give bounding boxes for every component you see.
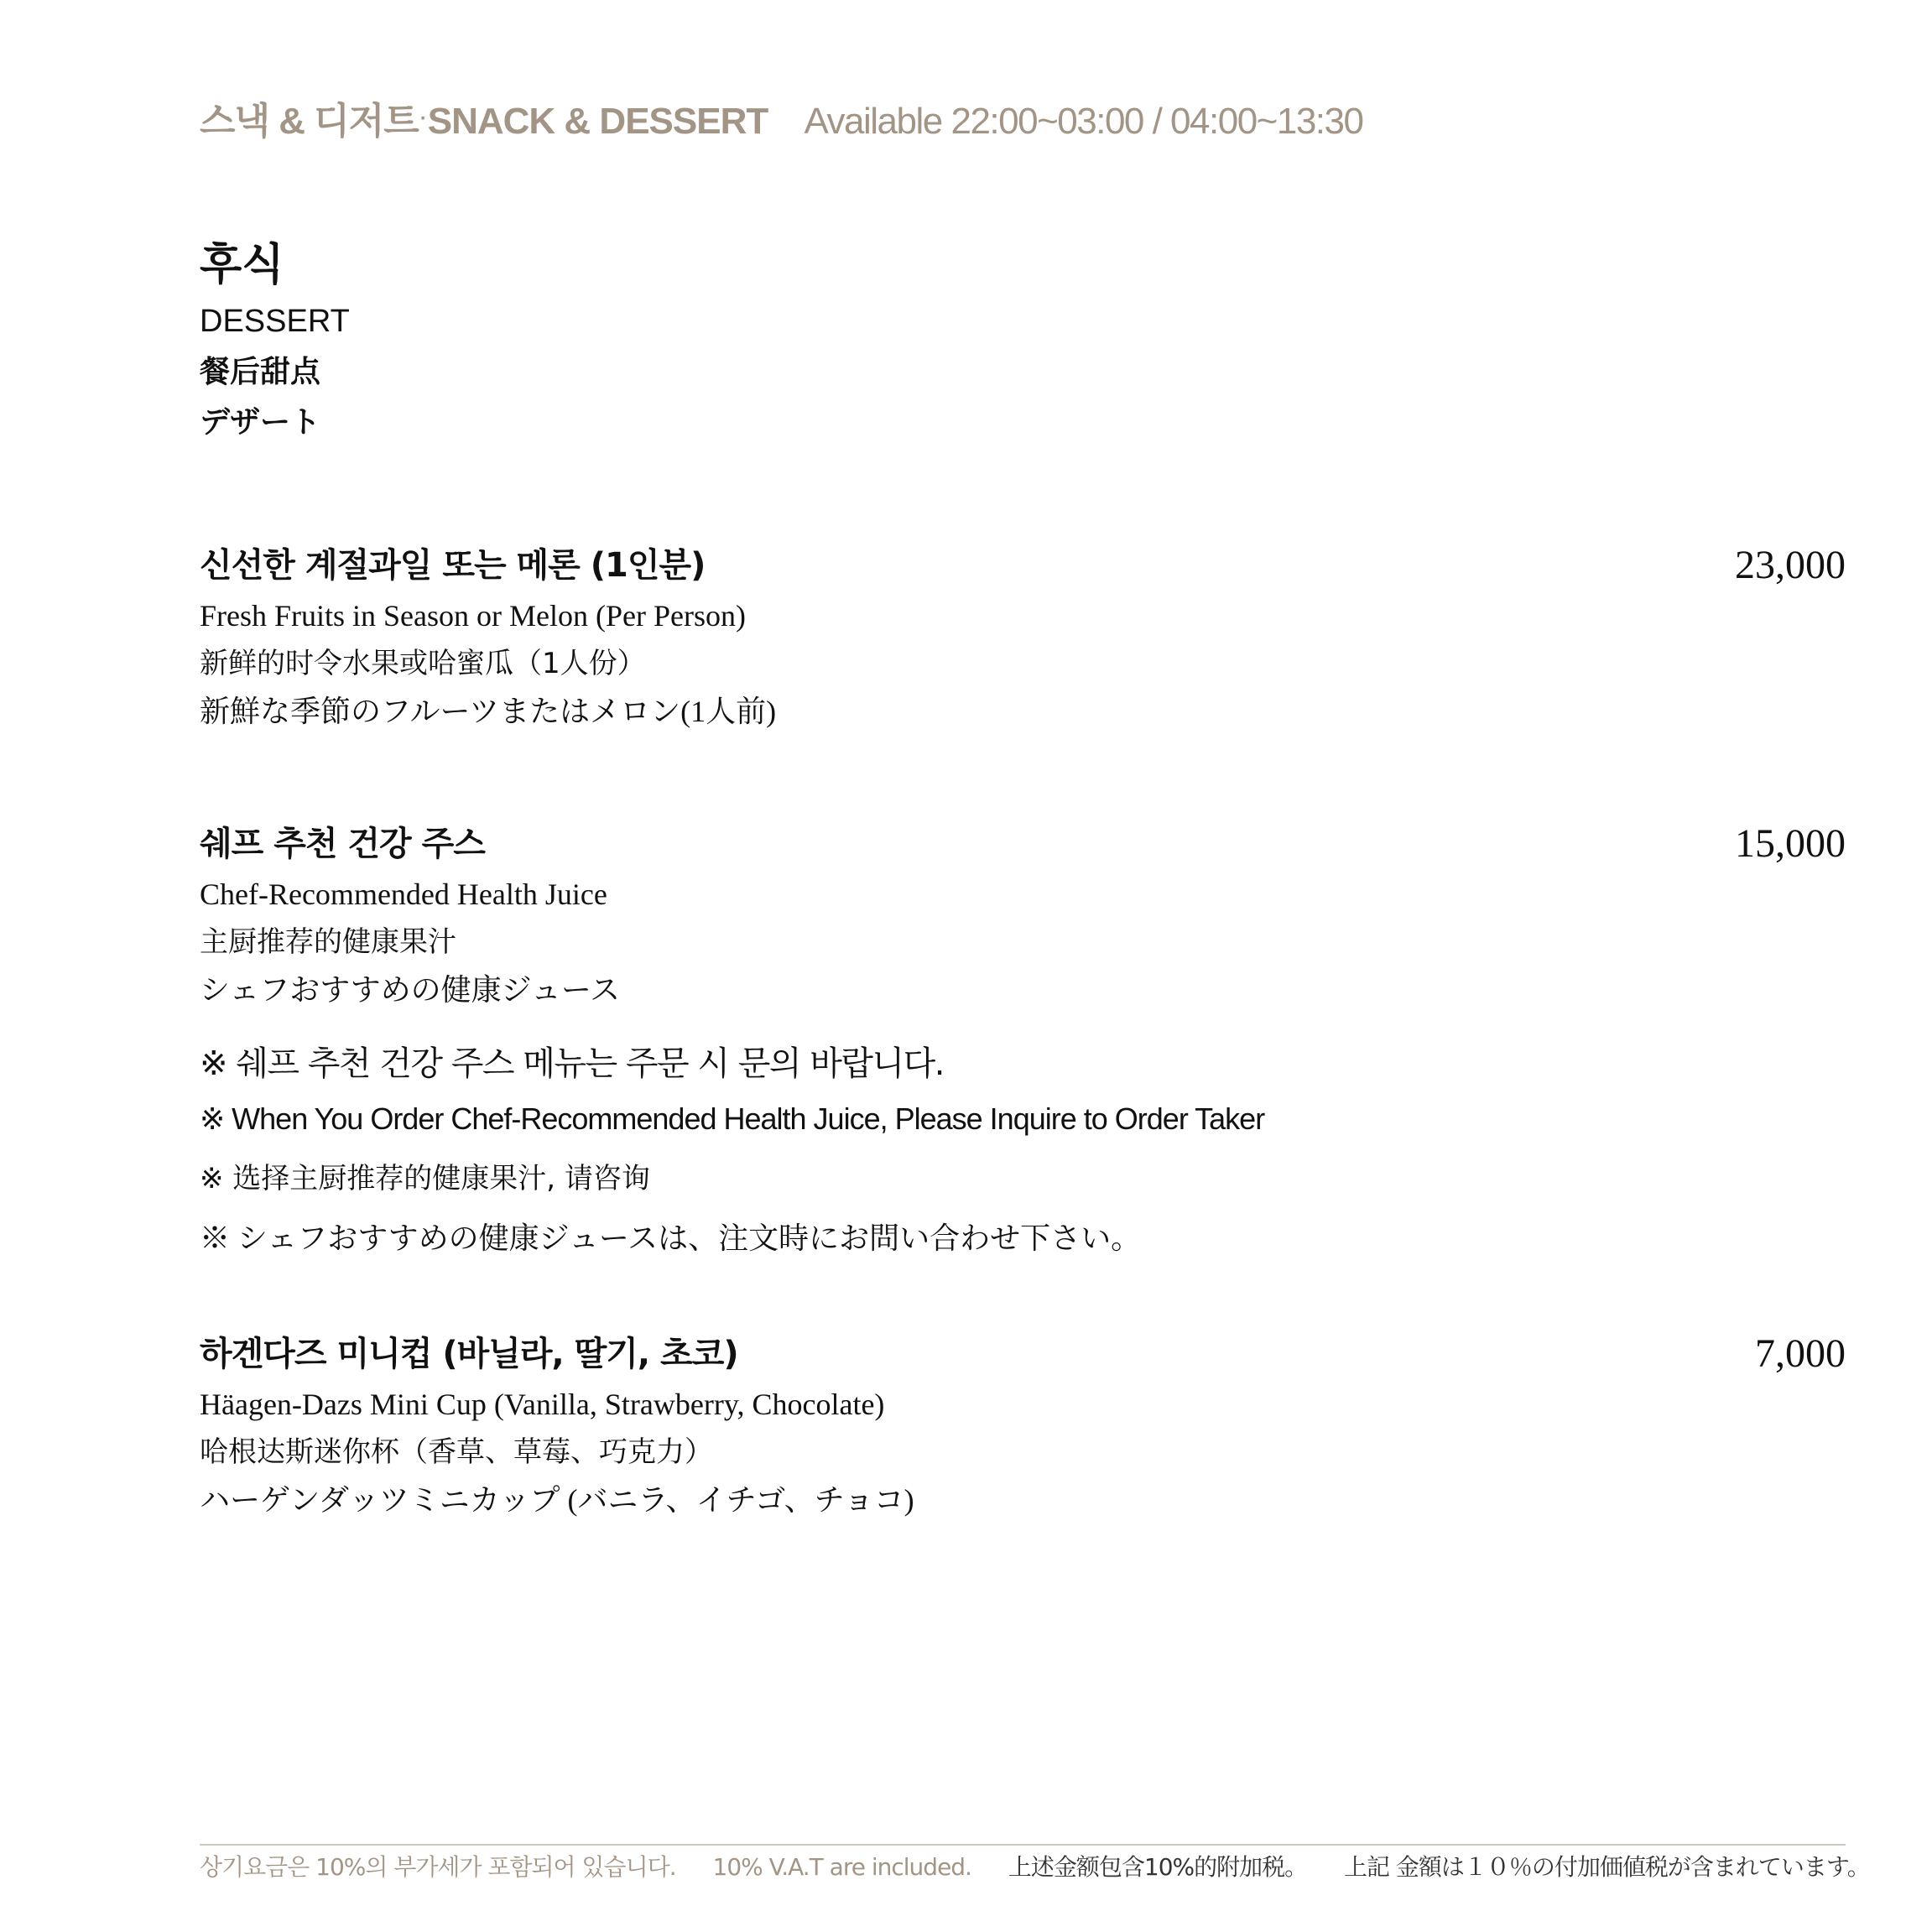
note-chinese: ※ 选择主厨推荐的健康果汁, 请咨询 xyxy=(200,1162,650,1195)
item-name-korean: 하겐다즈 미니컵 (바닐라, 딸기, 초코) xyxy=(200,1335,738,1373)
item-name-japanese: シェフおすすめの健康ジュース xyxy=(200,973,621,1007)
category-name-chinese: 餐后甜点 xyxy=(200,355,321,389)
menu-item-fresh-fruits xyxy=(200,543,1846,745)
title-separator: · xyxy=(419,107,426,130)
category-name-english: DESSERT xyxy=(200,304,350,339)
item-name-chinese: 新鲜的时令水果或哈蜜瓜（1人份） xyxy=(200,647,646,680)
item-price: 23,000 xyxy=(1735,543,1846,587)
item-price: 7,000 xyxy=(1755,1331,1846,1376)
availability-hours: Available 22:00~03:00 / 04:00~13:30 xyxy=(804,101,1363,142)
item-name-english: Chef-Recommended Health Juice xyxy=(200,877,607,911)
item-name-chinese: 哈根达斯迷你杯（香草、草莓、巧克力） xyxy=(200,1435,713,1469)
category-name-korean: 후식 xyxy=(200,240,284,290)
note-english: ※ When You Order Chef-Recommended Health Juice, Please Inquire to Order Taker xyxy=(200,1101,1265,1136)
item-name-chinese: 主厨推荐的健康果汁 xyxy=(200,925,456,959)
item-name-korean: 신선한 계절과일 또는 메론 (1인분) xyxy=(200,546,706,585)
item-price: 15,000 xyxy=(1735,821,1846,866)
section-title-korean: 스낵 & 디저트 xyxy=(200,101,419,142)
item-name-japanese: 新鮮な季節のフルーツまたはメロン(1人前) xyxy=(200,695,777,728)
note-korean: ※ 쉐프 추천 건강 주스 메뉴는 주문 시 문의 바랍니다. xyxy=(200,1044,944,1083)
footer-divider xyxy=(200,1844,1846,1846)
menu-item-health-juice xyxy=(200,821,1846,1023)
menu-item-haagen-dazs xyxy=(200,1331,1846,1534)
vat-note-korean: 상기요금은 10%의 부가세가 포함되어 있습니다. xyxy=(200,1853,676,1881)
category-heading xyxy=(200,240,350,440)
juice-order-notes xyxy=(200,1037,1264,1258)
vat-note-chinese: 上述金额包含10%的附加税。 xyxy=(1008,1853,1308,1881)
category-name-japanese: デザート xyxy=(200,405,321,440)
item-name-korean: 쉐프 추천 건강 주스 xyxy=(200,825,485,863)
item-name-english: Fresh Fruits in Season or Melon (Per Person) xyxy=(200,599,746,633)
menu-section-header xyxy=(200,91,1362,144)
section-title-english: SNACK & DESSERT xyxy=(427,101,768,142)
vat-note-english: 10% V.A.T are included. xyxy=(712,1853,971,1881)
note-japanese: ※ シェフおすすめの健康ジュースは、注文時にお問い合わせ下さい。 xyxy=(200,1221,1142,1255)
item-name-japanese: ハーゲンダッツミニカップ (バニラ、イチゴ、チョコ) xyxy=(200,1483,914,1517)
vat-footer xyxy=(200,1849,1870,1883)
vat-note-japanese: 上記 金額は１０％の付加価値税が含まれています。 xyxy=(1344,1853,1870,1881)
item-name-english: Häagen-Dazs Mini Cup (Vanilla, Strawberry, Chocolate) xyxy=(200,1388,885,1421)
